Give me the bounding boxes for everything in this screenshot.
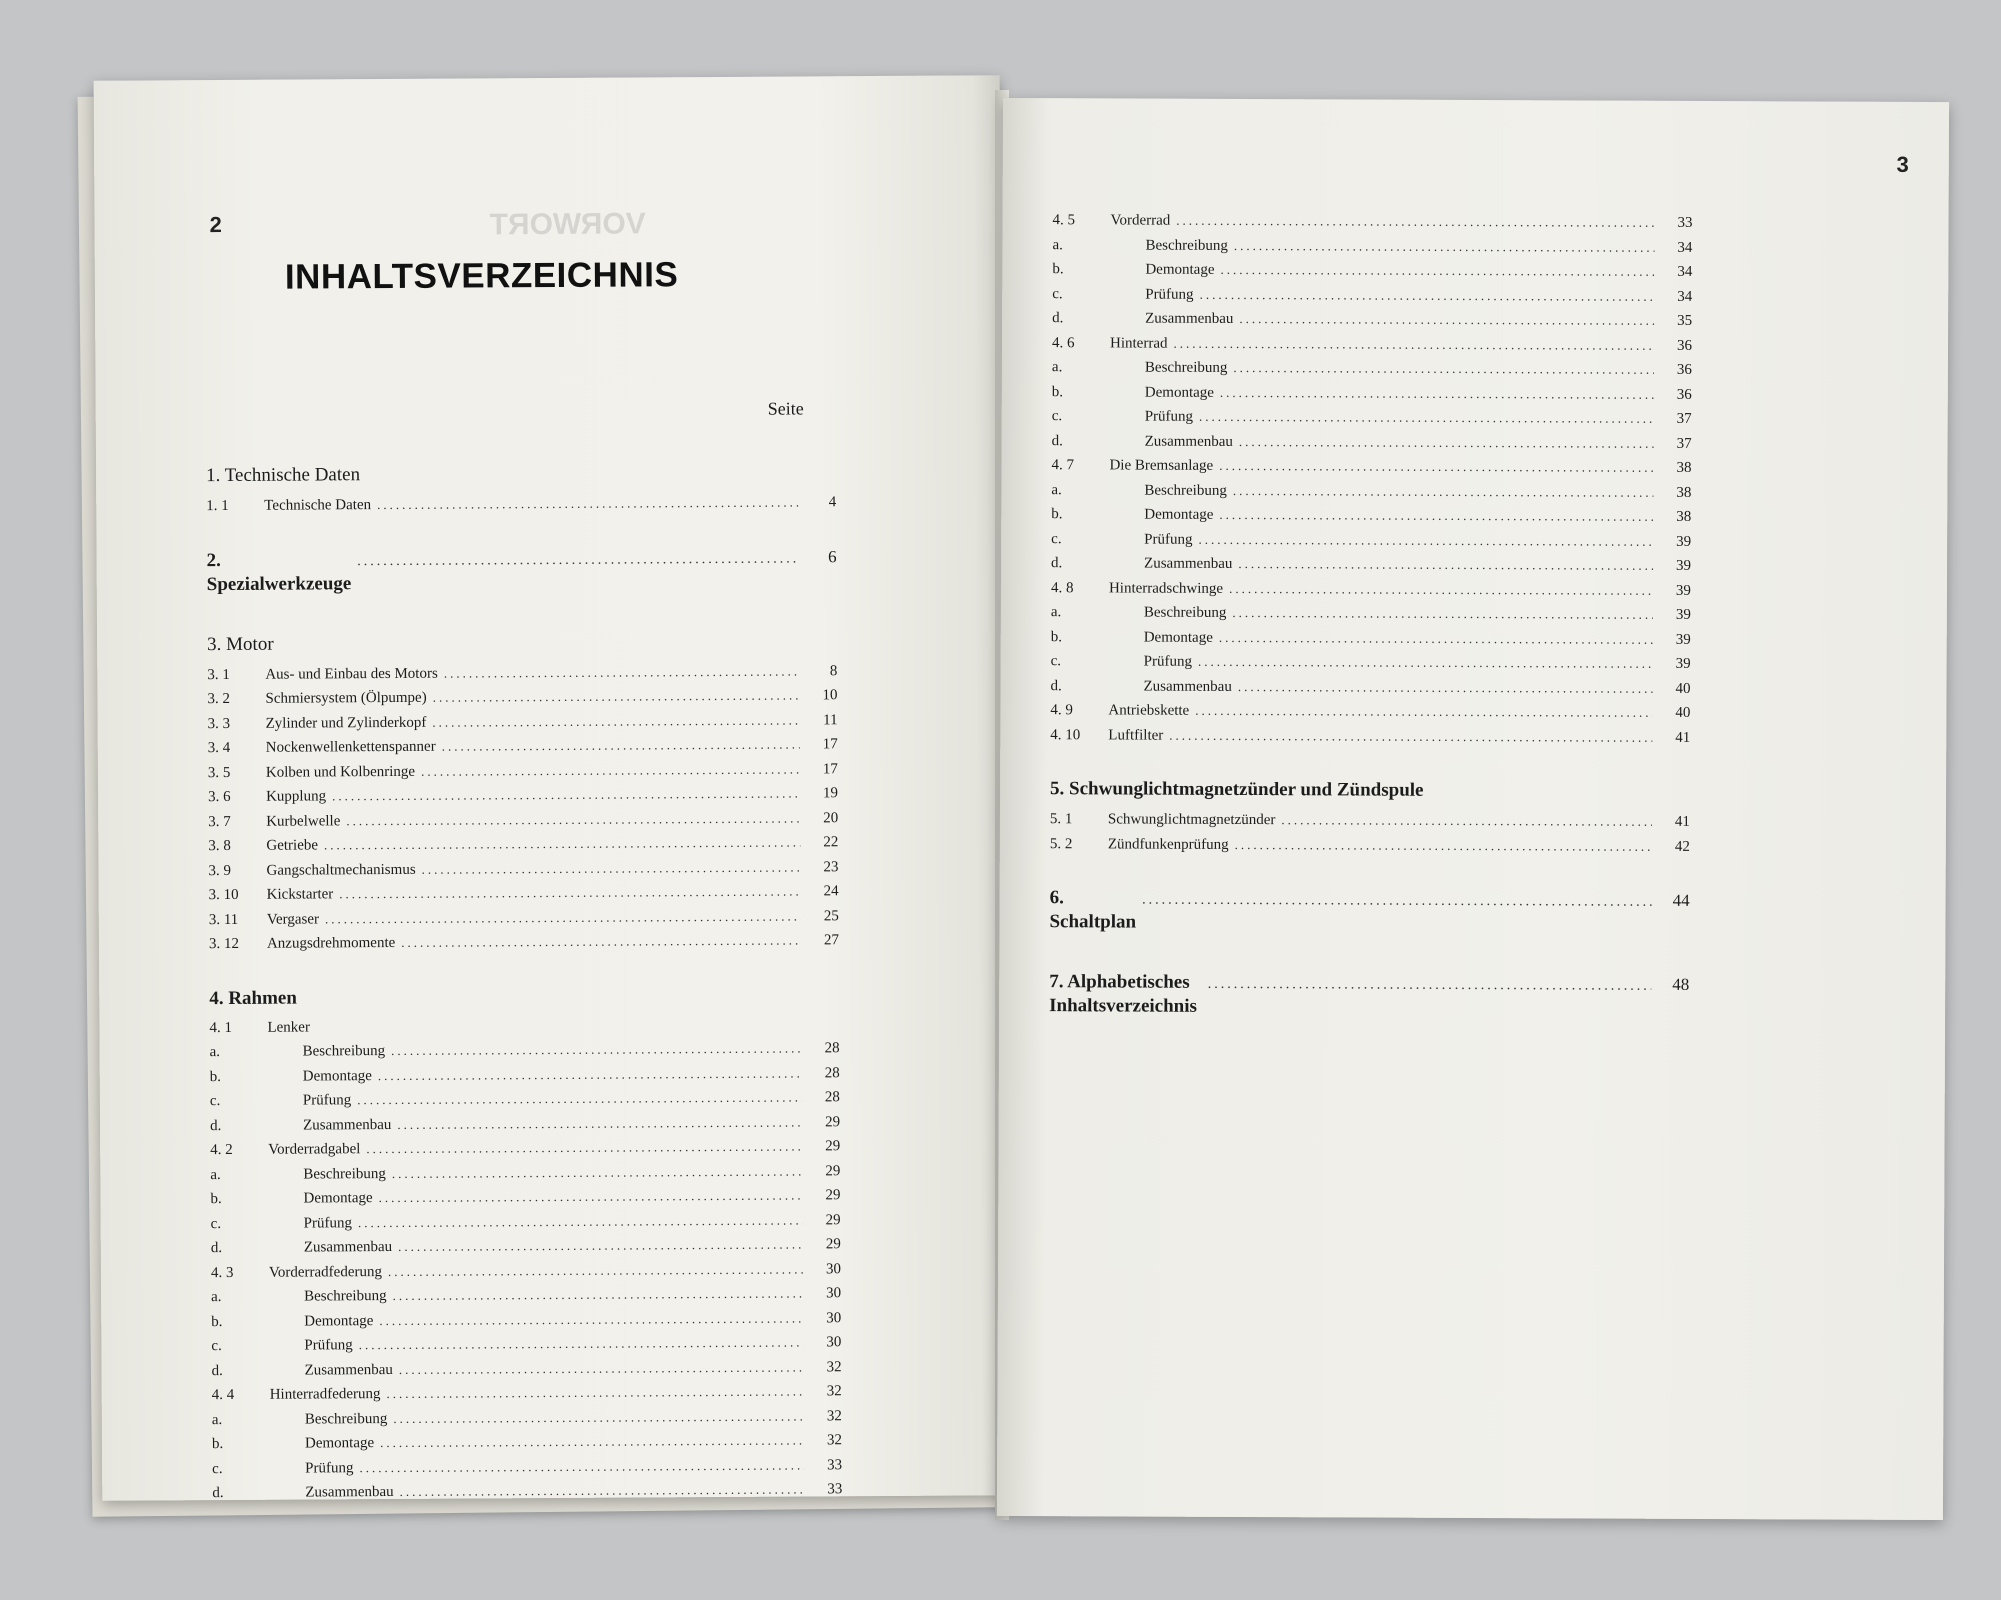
toc-entry [1053, 208, 1693, 235]
toc-entry-number: 3. 5 [207, 764, 231, 781]
toc-entry-label: Demontage [304, 1435, 375, 1452]
toc-entry-label: Beschreibung [304, 1410, 388, 1428]
toc-entry-page: 41 [1674, 813, 1690, 830]
dot-leader [346, 806, 800, 832]
dot-leader [1232, 601, 1653, 626]
toc-entry-label: Prüfung [305, 1459, 354, 1477]
toc-entry-label: Zusammenbau [1144, 555, 1233, 572]
toc-entry-label: Die Bremsanlage [1109, 457, 1214, 474]
toc-entry-label: Beschreibung [303, 1165, 386, 1183]
toc-entry-label: Beschreibung [1144, 482, 1227, 499]
toc-entry-label: Kupplung [265, 788, 327, 805]
toc-entry-page: 40 [1675, 704, 1691, 721]
toc-subentry [1052, 233, 1692, 260]
dot-leader [357, 1085, 802, 1111]
toc-entry-number: 4. 2 [210, 1141, 233, 1159]
toc-entry-number: 4. 3 [210, 1264, 234, 1281]
toc-entry-label: Lenker [267, 1018, 310, 1036]
toc-entry-number: b. [1052, 261, 1064, 278]
toc-entry-number: d. [210, 1240, 223, 1257]
toc-entry-number: d. [1051, 432, 1063, 449]
dot-leader [358, 1208, 803, 1234]
dot-leader [1176, 209, 1654, 235]
toc-entry-page: 20 [823, 809, 839, 826]
section-gap [1049, 940, 1689, 957]
dot-leader [1235, 832, 1652, 857]
toc-entry-number: 3. 4 [207, 739, 231, 757]
toc-entry-number: 3. 3 [207, 715, 231, 732]
toc-entry-page: 42 [1674, 838, 1690, 855]
toc-entry-number: b. [211, 1436, 224, 1453]
toc-entry-number: 4. 4 [211, 1386, 235, 1404]
toc-entry [1050, 807, 1690, 834]
toc-entry-number: 4. 10 [1050, 726, 1081, 743]
toc-entry-label: Kolben und Kolbenringe [265, 763, 416, 781]
toc-entry-number: c. [211, 1338, 222, 1355]
toc-entry-label: Zusammenbau [303, 1238, 393, 1256]
toc-entry-label: Beschreibung [1145, 237, 1228, 254]
toc-entry-page: 40 [1675, 680, 1691, 697]
toc-subentry [1051, 502, 1691, 529]
toc-entry-label: Prüfung [303, 1214, 353, 1232]
toc-entry-label: Zusammenbau [304, 1361, 393, 1379]
toc-entry-number: 4. 9 [1050, 702, 1073, 719]
dot-leader [1281, 808, 1652, 833]
toc-subentry [1051, 625, 1691, 652]
dot-leader [1169, 723, 1652, 749]
toc-entry-number: c. [1051, 408, 1063, 425]
toc-entry-page: 33 [827, 1456, 843, 1473]
toc-entry-number: d. [1050, 677, 1062, 694]
toc-entry-page: 34 [1677, 288, 1693, 305]
toc-entry-number: b. [211, 1313, 223, 1330]
toc-entry-number: 4. 1 [209, 1019, 233, 1036]
dot-leader [1173, 331, 1654, 357]
dot-leader [1234, 233, 1655, 258]
toc-entry-label: Getriebe [266, 837, 319, 854]
toc-subentry [1052, 257, 1692, 284]
dot-leader [1229, 576, 1653, 601]
dot-leader [325, 904, 801, 930]
toc-entry-number: 3. 2 [207, 690, 230, 708]
toc-entry-number: c. [1050, 653, 1062, 670]
bleed-through-text: VORWORT [489, 207, 646, 242]
page-number-left: 2 [209, 212, 222, 238]
dot-leader [324, 830, 800, 856]
toc-section-heading [206, 460, 836, 488]
toc-entry-number: 3. 12 [208, 935, 239, 953]
toc-subentry [1051, 649, 1691, 676]
dot-leader [433, 683, 800, 709]
toc-entry-label: Kurbelwelle [266, 812, 341, 830]
toc-entry-page: 33 [827, 1481, 843, 1498]
toc-entry-number: c. [1051, 530, 1062, 547]
toc-section-title: 2. Spezialwerkzeuge [206, 549, 352, 595]
dot-leader [1198, 650, 1653, 675]
toc-entry-number: c. [212, 1460, 223, 1477]
toc-entry-page: 30 [825, 1260, 841, 1277]
dot-leader [366, 1134, 802, 1160]
toc-entry-label: Anzugsdrehmomente [266, 934, 396, 952]
dot-leader [1199, 405, 1654, 430]
toc-entry-label: Zusammenbau [1143, 678, 1232, 695]
dot-leader [1219, 503, 1653, 528]
toc-entry-page: 29 [825, 1138, 841, 1155]
toc-subentry [1052, 380, 1692, 407]
toc-entry-page: 36 [1676, 386, 1692, 403]
toc-entry-number: d. [1051, 555, 1063, 572]
toc-entry-label: Prüfung [304, 1337, 353, 1354]
toc-entry-label: Hinterradschwinge [1108, 579, 1224, 597]
toc-subentry [1052, 404, 1692, 431]
toc-entry-number: 4. 5 [1052, 212, 1076, 229]
toc-entry-page: 11 [823, 711, 838, 728]
toc-section-page: 44 [1672, 890, 1690, 910]
toc-section-title: 5. Schwunglichtmagnetzünder und Zündspule [1050, 778, 1424, 801]
dot-leader [1220, 258, 1654, 283]
toc-entry-number: d. [211, 1362, 223, 1379]
toc-entry-page: 39 [1675, 655, 1691, 672]
toc-entry-number: 4. 8 [1050, 579, 1074, 596]
toc-entry-label: Prüfung [1144, 531, 1193, 548]
toc-entry-page: 38 [1676, 459, 1692, 476]
dot-leader [432, 708, 799, 734]
toc-entry-page: 4 [828, 494, 837, 511]
toc-entry-page: 8 [829, 662, 838, 679]
toc-entry-page: 39 [1675, 606, 1691, 623]
toc-section-heading [209, 983, 839, 1011]
toc-entry-number: a. [211, 1411, 223, 1428]
toc-entry-number: 4. 7 [1051, 457, 1075, 474]
toc-entry-page: 30 [826, 1285, 842, 1302]
toc-entry-label: Luftfilter [1108, 726, 1164, 744]
toc-section-page: 48 [1672, 974, 1690, 994]
toc-entry-page: 37 [1676, 410, 1692, 427]
toc-entry-page: 29 [825, 1211, 841, 1228]
toc-subentry [1052, 355, 1692, 382]
toc-entry-number: a. [1050, 604, 1062, 621]
toc-entry-label: Beschreibung [304, 1288, 387, 1305]
toc-entry-label: Beschreibung [1143, 604, 1227, 621]
toc-entry-label: Prüfung [1145, 286, 1194, 303]
toc-entry-label: Aus- und Einbau des Motors [265, 665, 438, 683]
toc-entry-label: Prüfung [302, 1092, 352, 1109]
toc-entry [1051, 576, 1691, 603]
dot-leader [1195, 699, 1652, 724]
toc-section-title: 6. Schaltplan [1049, 887, 1137, 933]
toc-entry-number: b. [210, 1191, 222, 1208]
toc-entry [1050, 698, 1690, 725]
section-gap [1050, 747, 1690, 764]
toc-entry-page: 39 [1676, 557, 1692, 574]
toc-entry-page: 39 [1675, 631, 1691, 648]
toc-entry-number: b. [1051, 506, 1063, 523]
toc-entry-page: 27 [823, 932, 839, 949]
toc-entry-page: 38 [1676, 484, 1692, 501]
toc-entry-label: Demontage [1145, 261, 1215, 278]
toc-entry-page: 29 [825, 1162, 841, 1179]
toc-entry-page: 30 [826, 1334, 842, 1351]
toc-section-heading [1049, 970, 1689, 1021]
toc-subentry [1051, 527, 1691, 554]
toc-entry [1052, 331, 1692, 358]
dot-leader [357, 547, 799, 574]
toc-entry-page: 17 [822, 760, 838, 777]
toc-entry-number: 5. 1 [1049, 811, 1073, 828]
toc-entry-label: Zylinder und Zylinderkopf [265, 714, 427, 732]
toc-entry-label: Vorderradfederung [268, 1263, 383, 1281]
toc-section-heading [207, 545, 837, 597]
toc-subentry [1050, 674, 1690, 701]
toc-entry-page: 36 [1676, 361, 1692, 378]
dot-leader [397, 1110, 802, 1136]
toc-entry-label: Zusammenbau [1144, 433, 1233, 450]
dot-leader [442, 732, 800, 758]
toc-entry-number: 1. 1 [206, 497, 229, 515]
dot-leader [378, 1061, 802, 1087]
toc-entry-label: Technische Daten [264, 497, 372, 514]
toc-entry-page: 25 [823, 907, 839, 924]
toc-section-title: 3. Motor [207, 633, 274, 655]
seite-column-label: Seite [767, 398, 804, 419]
toc-entry-page: 38 [1676, 508, 1692, 525]
toc-entry-label: Antriebskette [1108, 702, 1190, 719]
toc-entry-page: 34 [1677, 263, 1693, 280]
toc-entry [1050, 832, 1690, 859]
toc-section-heading [1049, 886, 1689, 937]
toc-entry-number: 5. 2 [1049, 835, 1073, 852]
dot-leader [359, 1330, 804, 1356]
dot-leader [393, 1281, 804, 1307]
toc-entry-page: 29 [825, 1187, 841, 1204]
toc-subentry [1051, 600, 1691, 627]
toc-entry-number: d. [1052, 310, 1064, 327]
dot-leader [392, 1159, 803, 1185]
section-gap [207, 599, 837, 617]
dot-leader [1142, 889, 1652, 915]
toc-entry-page: 28 [824, 1040, 840, 1057]
toc-entry [1050, 723, 1690, 750]
toc-entry-label: Prüfung [1143, 653, 1193, 670]
toc-entry-page: 41 [1675, 729, 1691, 746]
dot-leader [1239, 429, 1654, 454]
toc-entry-number: 3. 6 [208, 788, 231, 806]
toc-entry-page: 37 [1676, 435, 1692, 452]
toc-section-page: 6 [828, 546, 837, 566]
toc-entry-page: 23 [823, 858, 839, 875]
toc-entry-page: 36 [1676, 337, 1693, 354]
toc-entry-page: 28 [824, 1089, 840, 1106]
dot-leader [1208, 973, 1652, 999]
toc-section-heading [1050, 777, 1690, 804]
dot-leader [1219, 625, 1653, 650]
toc-section-heading [207, 629, 837, 657]
toc-subentry [1052, 306, 1692, 333]
left-page [94, 75, 1009, 1501]
toc-entry-number: 3. 11 [208, 911, 239, 928]
toc-entry-page: 32 [826, 1432, 843, 1449]
dot-leader [386, 1379, 803, 1405]
toc-entry-page: 34 [1677, 239, 1693, 256]
toc-entry-label: Nockenwellenkettenspanner [265, 738, 436, 756]
toc-entry-number: a. [209, 1044, 221, 1061]
toc-entry-label: Beschreibung [1144, 359, 1228, 376]
toc-entry-label: Hinterrad [1109, 334, 1168, 352]
toc-entry-label: Vorderrad [1110, 212, 1171, 229]
dot-leader [1238, 674, 1653, 699]
toc-entry-number: d. [210, 1117, 222, 1134]
dot-leader [444, 659, 800, 685]
toc-section-title: 1. Technische Daten [206, 464, 361, 487]
toc-entry-label: Schwunglichtmagnetzünder [1107, 811, 1276, 829]
toc-entry-number: a. [1052, 236, 1063, 253]
toc-entry-page: 30 [826, 1309, 842, 1326]
toc-subentry [1052, 429, 1692, 456]
toc-entry-page: 17 [822, 736, 838, 753]
toc-entry-number: 3. 7 [208, 813, 231, 830]
toc-entry-label: Hinterradfederung [269, 1386, 381, 1403]
toc-entry-number: b. [1050, 628, 1063, 645]
dot-leader [359, 1453, 804, 1479]
dot-leader [401, 928, 801, 954]
toc-entry-page: 24 [823, 883, 839, 900]
toc-entry-label: Demontage [304, 1312, 374, 1330]
toc-entry-number: 3. 8 [208, 837, 231, 855]
toc-entry-label: Prüfung [1144, 408, 1194, 425]
toc-entry-label: Gangschaltmechanismus [266, 861, 416, 879]
toc-subentry [212, 1477, 842, 1505]
toc-entry-number: b. [1051, 383, 1064, 400]
toc-section-title: 4. Rahmen [209, 987, 297, 1009]
toc-entry-number: c. [1052, 285, 1063, 302]
toc-entry-label: Vorderradgabel [268, 1141, 361, 1158]
dot-leader [393, 1404, 804, 1430]
toc-entry-label: Zündfunkenprüfung [1107, 835, 1229, 853]
dot-leader [1238, 552, 1653, 577]
toc-entry-label: Demontage [302, 1067, 372, 1085]
dot-leader [377, 490, 798, 516]
toc-entry-page: 29 [825, 1236, 841, 1253]
toc-entry-label: Demontage [1144, 506, 1214, 523]
dot-leader [388, 1257, 803, 1283]
toc-entry-number: 3. 10 [208, 886, 239, 904]
dot-leader [379, 1306, 803, 1332]
dot-leader [1219, 454, 1653, 479]
toc-entry-page: 39 [1676, 533, 1692, 550]
toc-entry-number: c. [209, 1093, 221, 1110]
dot-leader [339, 879, 800, 905]
toc-subentry [1051, 551, 1691, 578]
dot-leader [1220, 380, 1654, 405]
toc-subentry [1052, 282, 1692, 309]
dot-leader [422, 855, 801, 881]
toc-entry-number: d. [212, 1485, 224, 1502]
dot-leader [1239, 307, 1654, 332]
toc-entry-number: 3. 9 [208, 862, 232, 879]
toc-entry-label: Kickstarter [266, 886, 334, 903]
toc-entry-label: Zusammenbau [305, 1483, 394, 1501]
dot-leader [421, 757, 800, 783]
toc-entry-number: a. [1051, 481, 1062, 498]
right-page [997, 98, 1949, 1520]
toc-entry-page: 10 [822, 687, 838, 704]
dot-leader [332, 781, 800, 807]
toc-entry-page: 39 [1675, 582, 1691, 599]
toc-entry-page: 22 [823, 834, 839, 851]
toc-entry-label: Zusammenbau [1145, 310, 1234, 327]
toc-entry-label: Demontage [1144, 384, 1214, 401]
toc-entry-page: 33 [1677, 214, 1693, 231]
page-number-right: 3 [1896, 151, 1909, 177]
toc-entry [1051, 453, 1691, 480]
toc-entry-number: a. [1051, 359, 1063, 376]
dot-leader [398, 1232, 803, 1258]
toc-entry-page: 32 [826, 1358, 842, 1375]
dot-leader [379, 1183, 803, 1209]
dot-leader [1198, 527, 1653, 552]
toc-entry-label: Demontage [1143, 629, 1213, 646]
toc-entry-number: 4. 6 [1051, 334, 1075, 351]
toc-entry-label: Beschreibung [302, 1043, 386, 1060]
toc-entry-number: 3. 1 [207, 666, 230, 683]
toc-entry-page: 28 [824, 1064, 840, 1081]
dot-leader [400, 1477, 805, 1503]
toc-entry-number: a. [210, 1166, 221, 1183]
page-title: INHALTSVERZEICHNIS [284, 255, 679, 297]
dot-leader [399, 1355, 804, 1381]
toc-entry-number: a. [211, 1289, 222, 1306]
dot-leader [1233, 478, 1654, 503]
toc-right [1049, 208, 1693, 1027]
toc-entry-page: 29 [824, 1113, 841, 1130]
section-gap [1050, 856, 1690, 873]
toc-entry-number: b. [209, 1068, 222, 1085]
toc-entry-page: 19 [822, 785, 839, 802]
dot-leader [1233, 356, 1654, 381]
dot-leader [1200, 282, 1655, 307]
toc-entry-number: c. [210, 1215, 222, 1232]
toc-entry-label: Zusammenbau [303, 1116, 392, 1134]
toc-entry-label: Demontage [303, 1190, 373, 1207]
toc-subentry [1051, 478, 1691, 505]
toc-entry-label: Vergaser [266, 910, 320, 928]
toc-entry-label: Schmiersystem (Ölpumpe) [265, 689, 427, 707]
dot-leader [391, 1036, 802, 1062]
toc-entry-page: 32 [826, 1383, 842, 1400]
toc-entry-page: 32 [826, 1407, 842, 1424]
toc-left [206, 444, 842, 1505]
toc-section-title: 7. Alphabetisches Inhaltsverzeichnis [1049, 971, 1197, 1017]
dot-leader [380, 1428, 804, 1454]
toc-entry-page: 35 [1677, 312, 1693, 329]
